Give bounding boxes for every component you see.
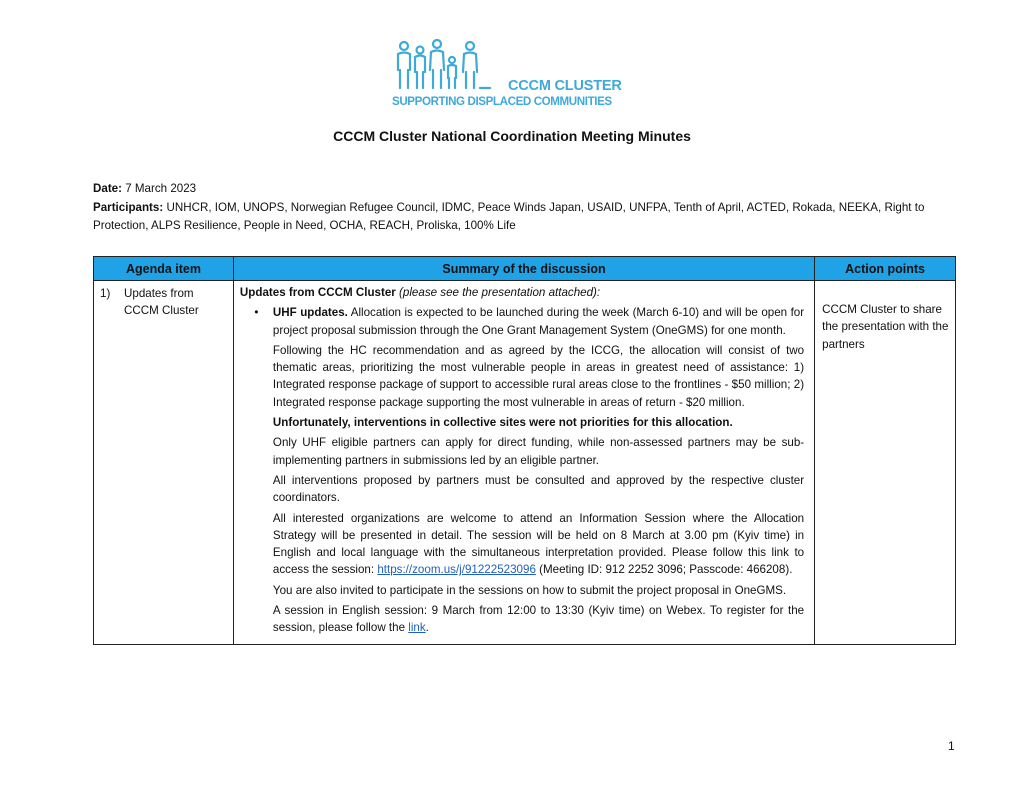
- people-silhouettes-icon: [392, 38, 502, 96]
- minutes-table: [93, 256, 956, 645]
- bullet-body: Allocation is expected to be launched during the week (March 6-10) and will be open for project proposal submission through the One Grant Management System (OneGMS) for one month.: [272, 306, 805, 337]
- participants-label: Participants:: [93, 200, 164, 214]
- table-header-row: [94, 257, 956, 281]
- agenda-cell: [94, 281, 234, 645]
- document-title: CCCM Cluster National Coordination Meeting Minutes: [333, 128, 691, 144]
- header-agenda-item: Agenda item: [94, 257, 234, 281]
- webex-session-end: .: [425, 621, 429, 635]
- zoom-link[interactable]: https://zoom.us/j/91222523096: [377, 563, 536, 577]
- paragraph-eligibility: Only UHF eligible partners can apply for direct funding, while non-assessed partners may be sub-implementing partners in submissions led by an eligible partner.: [272, 436, 805, 467]
- action-point-text: CCCM Cluster to share the presentation with the partners: [822, 303, 949, 351]
- bullet-item: [240, 304, 804, 342]
- paragraph-webex-session: [273, 602, 804, 637]
- agenda-number: 1): [100, 287, 111, 300]
- date-line: [93, 180, 953, 199]
- cccm-logo: [392, 38, 622, 112]
- action-cell: [815, 281, 956, 645]
- table-row: [94, 281, 956, 645]
- meeting-id-text: (Meeting ID: 912 2252 3096; Passcode: 466208).: [535, 563, 793, 577]
- date-value: 7 March 2023: [125, 182, 197, 195]
- agenda-item-text: Updates from CCCM Cluster: [124, 287, 199, 317]
- logo-tagline: SUPPORTING DISPLACED COMMUNITIES: [392, 95, 612, 108]
- summary-heading-note: (please see the presentation attached):: [399, 286, 601, 299]
- paragraph-info-session: [273, 510, 804, 579]
- summary-heading-bold: Updates from CCCM Cluster: [239, 286, 396, 299]
- bullet-bold: UHF updates.: [272, 306, 348, 320]
- participants-value: UNHCR, IOM, UNOPS, Norwegian Refugee Council, IDMC, Peace Winds Japan, USAID, UNFPA, Tenth of April, ACTED, Rokada, NEEKA, Right to Protection, ALPS Resilience, People in Need, OCHA, REACH, Proliska, 100% Life: [93, 200, 925, 232]
- info-session-text: All interested organizations are welcome to attend an Information Session where the Allocation Strategy will be presented in detail. The session will be held on 8 March at 3.00 pm (Kyiv time) in English and local language with the simultaneous interpretation provided. Please follow this link to access the session:: [272, 511, 805, 577]
- participants-line: [93, 199, 953, 236]
- webex-session-text: A session in English session: 9 March from 12:00 to 13:30 (Kyiv time) on Webex. To register for the session, please follow the: [272, 604, 805, 635]
- paragraph-allocation: Following the HC recommendation and as agreed by the ICCG, the allocation will consist of two thematic areas, prioritizing the most vulnerable people in areas in greatest need of assistance: 1) Integrated response package of support to accessible rural areas close to the frontlines - $50 million; 2) Integrated response package supporting the most vulnerable in areas of return - $20 million.: [272, 343, 805, 409]
- header-action-points: Action points: [815, 257, 956, 281]
- collective-sites-bold: Unfortunately, interventions in collective sites were not priorities for this allocation.: [272, 416, 733, 430]
- bullet-dot-icon: •: [254, 306, 259, 320]
- page-number: 1: [948, 739, 955, 753]
- paragraph-consultation: All interventions proposed by partners must be consulted and approved by the respective cluster coordinators.: [272, 473, 805, 505]
- paragraph-collective-sites: [273, 414, 804, 431]
- paragraph-onegms-sessions: You are also invited to participate in the sessions on how to submit the project proposal in OneGMS.: [272, 583, 787, 597]
- logo-title: CCCM CLUSTER: [508, 78, 622, 94]
- bullet-text: [273, 304, 804, 339]
- register-link[interactable]: link: [408, 621, 426, 635]
- meeting-meta: [93, 180, 953, 236]
- header-summary: Summary of the discussion: [233, 257, 814, 281]
- summary-heading: [240, 284, 804, 301]
- summary-cell: [233, 281, 814, 645]
- date-label: Date:: [93, 182, 122, 195]
